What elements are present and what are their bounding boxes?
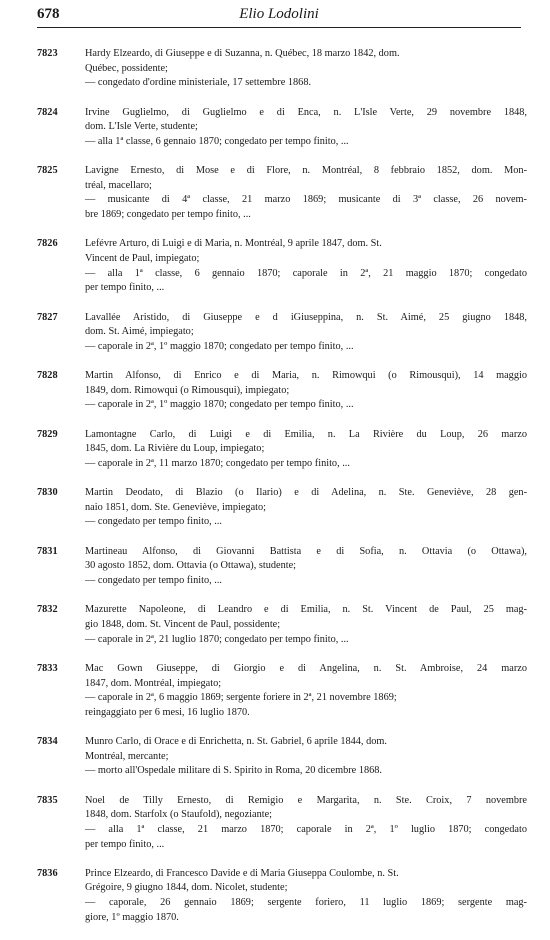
entry-number: 7835 — [37, 794, 58, 806]
entry-line: — congedato per tempo finito, ... — [85, 516, 222, 528]
entry-heading-line: Prince Elzeardo, di Francesco Davide e di Maria Giuseppa Coulombe, n. St. — [85, 867, 399, 879]
entry-line: — caporale in 2ª, 21 luglio 1870; congedato per tempo finito, ... — [85, 633, 349, 645]
entry-line: Vincent de Paul, impiegato; — [85, 252, 200, 264]
page-number: 678 — [37, 6, 60, 22]
entry-line: 1849, dom. Rimowqui (o Rimousqui), impiegato; — [85, 384, 290, 396]
entry-line: — congedato d'ordine ministeriale, 17 settembre 1868. — [85, 77, 312, 89]
entry-line: dom. St. Aimé, impiegato; — [85, 326, 194, 338]
entry-line: per tempo finito, ... — [85, 838, 165, 850]
entry-line: — caporale in 2ª, 6 maggio 1869; sergente foriere in 2ª, 21 novembre 1869; — [85, 692, 397, 704]
entry-line: — alla 1ª classe, 6 gennaio 1870; congedato per tempo finito, ... — [85, 135, 349, 147]
entry-line: tréal, macellaro; — [85, 179, 152, 191]
header-rule — [37, 27, 521, 28]
register-entry — [37, 106, 527, 150]
entry-line: Grégoire, 9 giugno 1844, dom. Nicolet, studente; — [85, 882, 288, 894]
entry-line: 1848, dom. Starfolx (o Staufold), negoziante; — [85, 809, 273, 821]
entry-number: 7829 — [37, 428, 58, 440]
entry-text — [85, 545, 527, 589]
entry-line: — caporale in 2ª, 1º maggio 1870; congedato per tempo finito, ... — [85, 399, 354, 411]
entry-line: giore, 1º maggio 1870. — [85, 911, 179, 923]
register-entry — [37, 237, 527, 295]
entry-line: Québec, possidente; — [85, 62, 168, 74]
entry-line: Montréal, mercante; — [85, 750, 169, 762]
entry-heading-line: Mac Gown Giuseppe, di Giorgio e di Angelina, n. St. Ambroise, 24 marzo — [85, 662, 527, 674]
entry-heading-line: Mazurette Napoleone, di Leandro e di Emilia, n. St. Vincent de Paul, 25 mag- — [85, 604, 527, 616]
entry-number: 7828 — [37, 370, 58, 382]
register-entry — [37, 794, 527, 852]
entry-text — [85, 428, 527, 472]
entry-text — [85, 311, 527, 355]
entry-text — [85, 603, 527, 647]
entry-heading-line: Lamontagne Carlo, di Luigi e di Emilia, n. La Rivière du Loup, 26 marzo — [85, 428, 527, 440]
entry-line: — morto all'Ospedale militare di S. Spirito in Roma, 20 dicembre 1868. — [85, 765, 382, 777]
entry-number: 7833 — [37, 662, 58, 674]
entry-text — [85, 486, 527, 530]
entry-text — [85, 735, 527, 779]
entry-line: — alla 1ª classe, 21 marzo 1870; caporale in 2ª, 1º luglio 1870; congedato — [85, 823, 527, 835]
entry-line: — congedato per tempo finito, ... — [85, 575, 222, 586]
register-entry — [37, 545, 527, 589]
entry-line: — musicante di 4ª classe, 21 marzo 1869; musicante di 3ª classe, 26 novem- — [85, 194, 527, 206]
entry-text — [85, 164, 527, 222]
entry-heading-line: Noel de Tilly Ernesto, di Remigio e Margarita, n. Ste. Croix, 7 novembre — [85, 794, 527, 806]
entry-line: — caporale in 2ª, 1º maggio 1870; congedato per tempo finito, ... — [85, 340, 354, 352]
entry-heading-line: Irvine Guglielmo, di Guglielmo e di Enca, n. L'Isle Verte, 29 novembre 1848, — [85, 106, 527, 118]
entry-text — [85, 794, 527, 852]
register-entry — [37, 735, 527, 779]
entry-heading-line: Lavallée Aristido, di Giuseppe e d iGiuseppina, n. St. Aimé, 25 giugno 1848, — [85, 311, 527, 323]
entry-line: 1847, dom. Montréal, impiegato; — [85, 677, 222, 689]
entry-number: 7824 — [37, 106, 58, 118]
entry-number: 7827 — [37, 311, 58, 323]
entry-line: 1845, dom. La Rivière du Loup, impiegato; — [85, 443, 265, 455]
register-entry — [37, 662, 527, 720]
entry-line: gio 1848, dom. St. Vincent de Paul, possidente; — [85, 618, 281, 630]
register-entry — [37, 428, 527, 472]
register-entry — [37, 486, 527, 530]
entry-line: bre 1869; congedato per tempo finito, ... — [85, 208, 251, 220]
register-entry — [37, 47, 527, 91]
entry-text — [85, 369, 527, 413]
entry-heading-line: Martin Deodato, di Blazio (o Ilario) e di Adelina, n. Ste. Geneviève, 28 gen- — [85, 487, 527, 499]
register-entry — [37, 867, 527, 925]
entry-number: 7823 — [37, 48, 58, 59]
entry-list — [37, 47, 527, 940]
entry-line: per tempo finito, ... — [85, 282, 165, 294]
entry-number: 7830 — [37, 487, 58, 499]
entry-heading-line: Hardy Elzeardo, di Giuseppe e di Suzanna, n. Québec, 18 marzo 1842, dom. — [85, 48, 400, 59]
entry-text — [85, 237, 527, 295]
page-header — [37, 4, 521, 26]
entry-line: dom. L'Isle Verte, studente; — [85, 121, 198, 133]
entry-heading-line: Martineau Alfonso, di Giovanni Battista e di Sofia, n. Ottavia (o Ottawa), — [85, 545, 527, 557]
entry-line: — alla 1ª classe, 6 gennaio 1870; caporale in 2ª, 21 maggio 1870; congedato — [85, 267, 527, 279]
register-entry — [37, 603, 527, 647]
entry-number: 7831 — [37, 545, 58, 557]
entry-text — [85, 47, 527, 91]
entry-number: 7836 — [37, 867, 58, 879]
entry-number: 7832 — [37, 604, 58, 616]
entry-number: 7825 — [37, 165, 58, 177]
entry-line: 30 agosto 1852, dom. Ottavia (o Ottawa), studente; — [85, 560, 297, 572]
entry-heading-line: Martin Alfonso, di Enrico e di Maria, n. Rimowqui (o Rimousqui), 14 maggio — [85, 370, 527, 382]
entry-text — [85, 867, 527, 925]
running-title: Elio Lodolini — [239, 6, 319, 22]
entry-text — [85, 106, 527, 150]
register-entry — [37, 311, 527, 355]
entry-line: reingaggiato per 6 mesi, 16 luglio 1870. — [85, 706, 250, 718]
register-entry — [37, 369, 527, 413]
entry-heading-line: Lavigne Ernesto, di Mose e di Flore, n. Montréal, 8 febbraio 1852, dom. Mon- — [85, 165, 527, 177]
entry-heading-line: Lefévre Arturo, di Luigi e di Maria, n. Montréal, 9 aprile 1847, dom. St. — [85, 238, 382, 250]
entry-number: 7834 — [37, 736, 58, 748]
entry-number: 7826 — [37, 238, 58, 250]
entry-text — [85, 662, 527, 720]
entry-line: — caporale, 26 gennaio 1869; sergente foriero, 11 luglio 1869; sergente mag- — [85, 897, 527, 909]
entry-line: naio 1851, dom. Ste. Geneviève, impiegato; — [85, 501, 267, 513]
register-entry — [37, 164, 527, 222]
entry-heading-line: Munro Carlo, di Orace e di Enrichetta, n. St. Gabriel, 6 aprile 1844, dom. — [85, 736, 387, 748]
entry-line: — caporale in 2ª, 11 marzo 1870; congedato per tempo finito, ... — [85, 457, 350, 469]
